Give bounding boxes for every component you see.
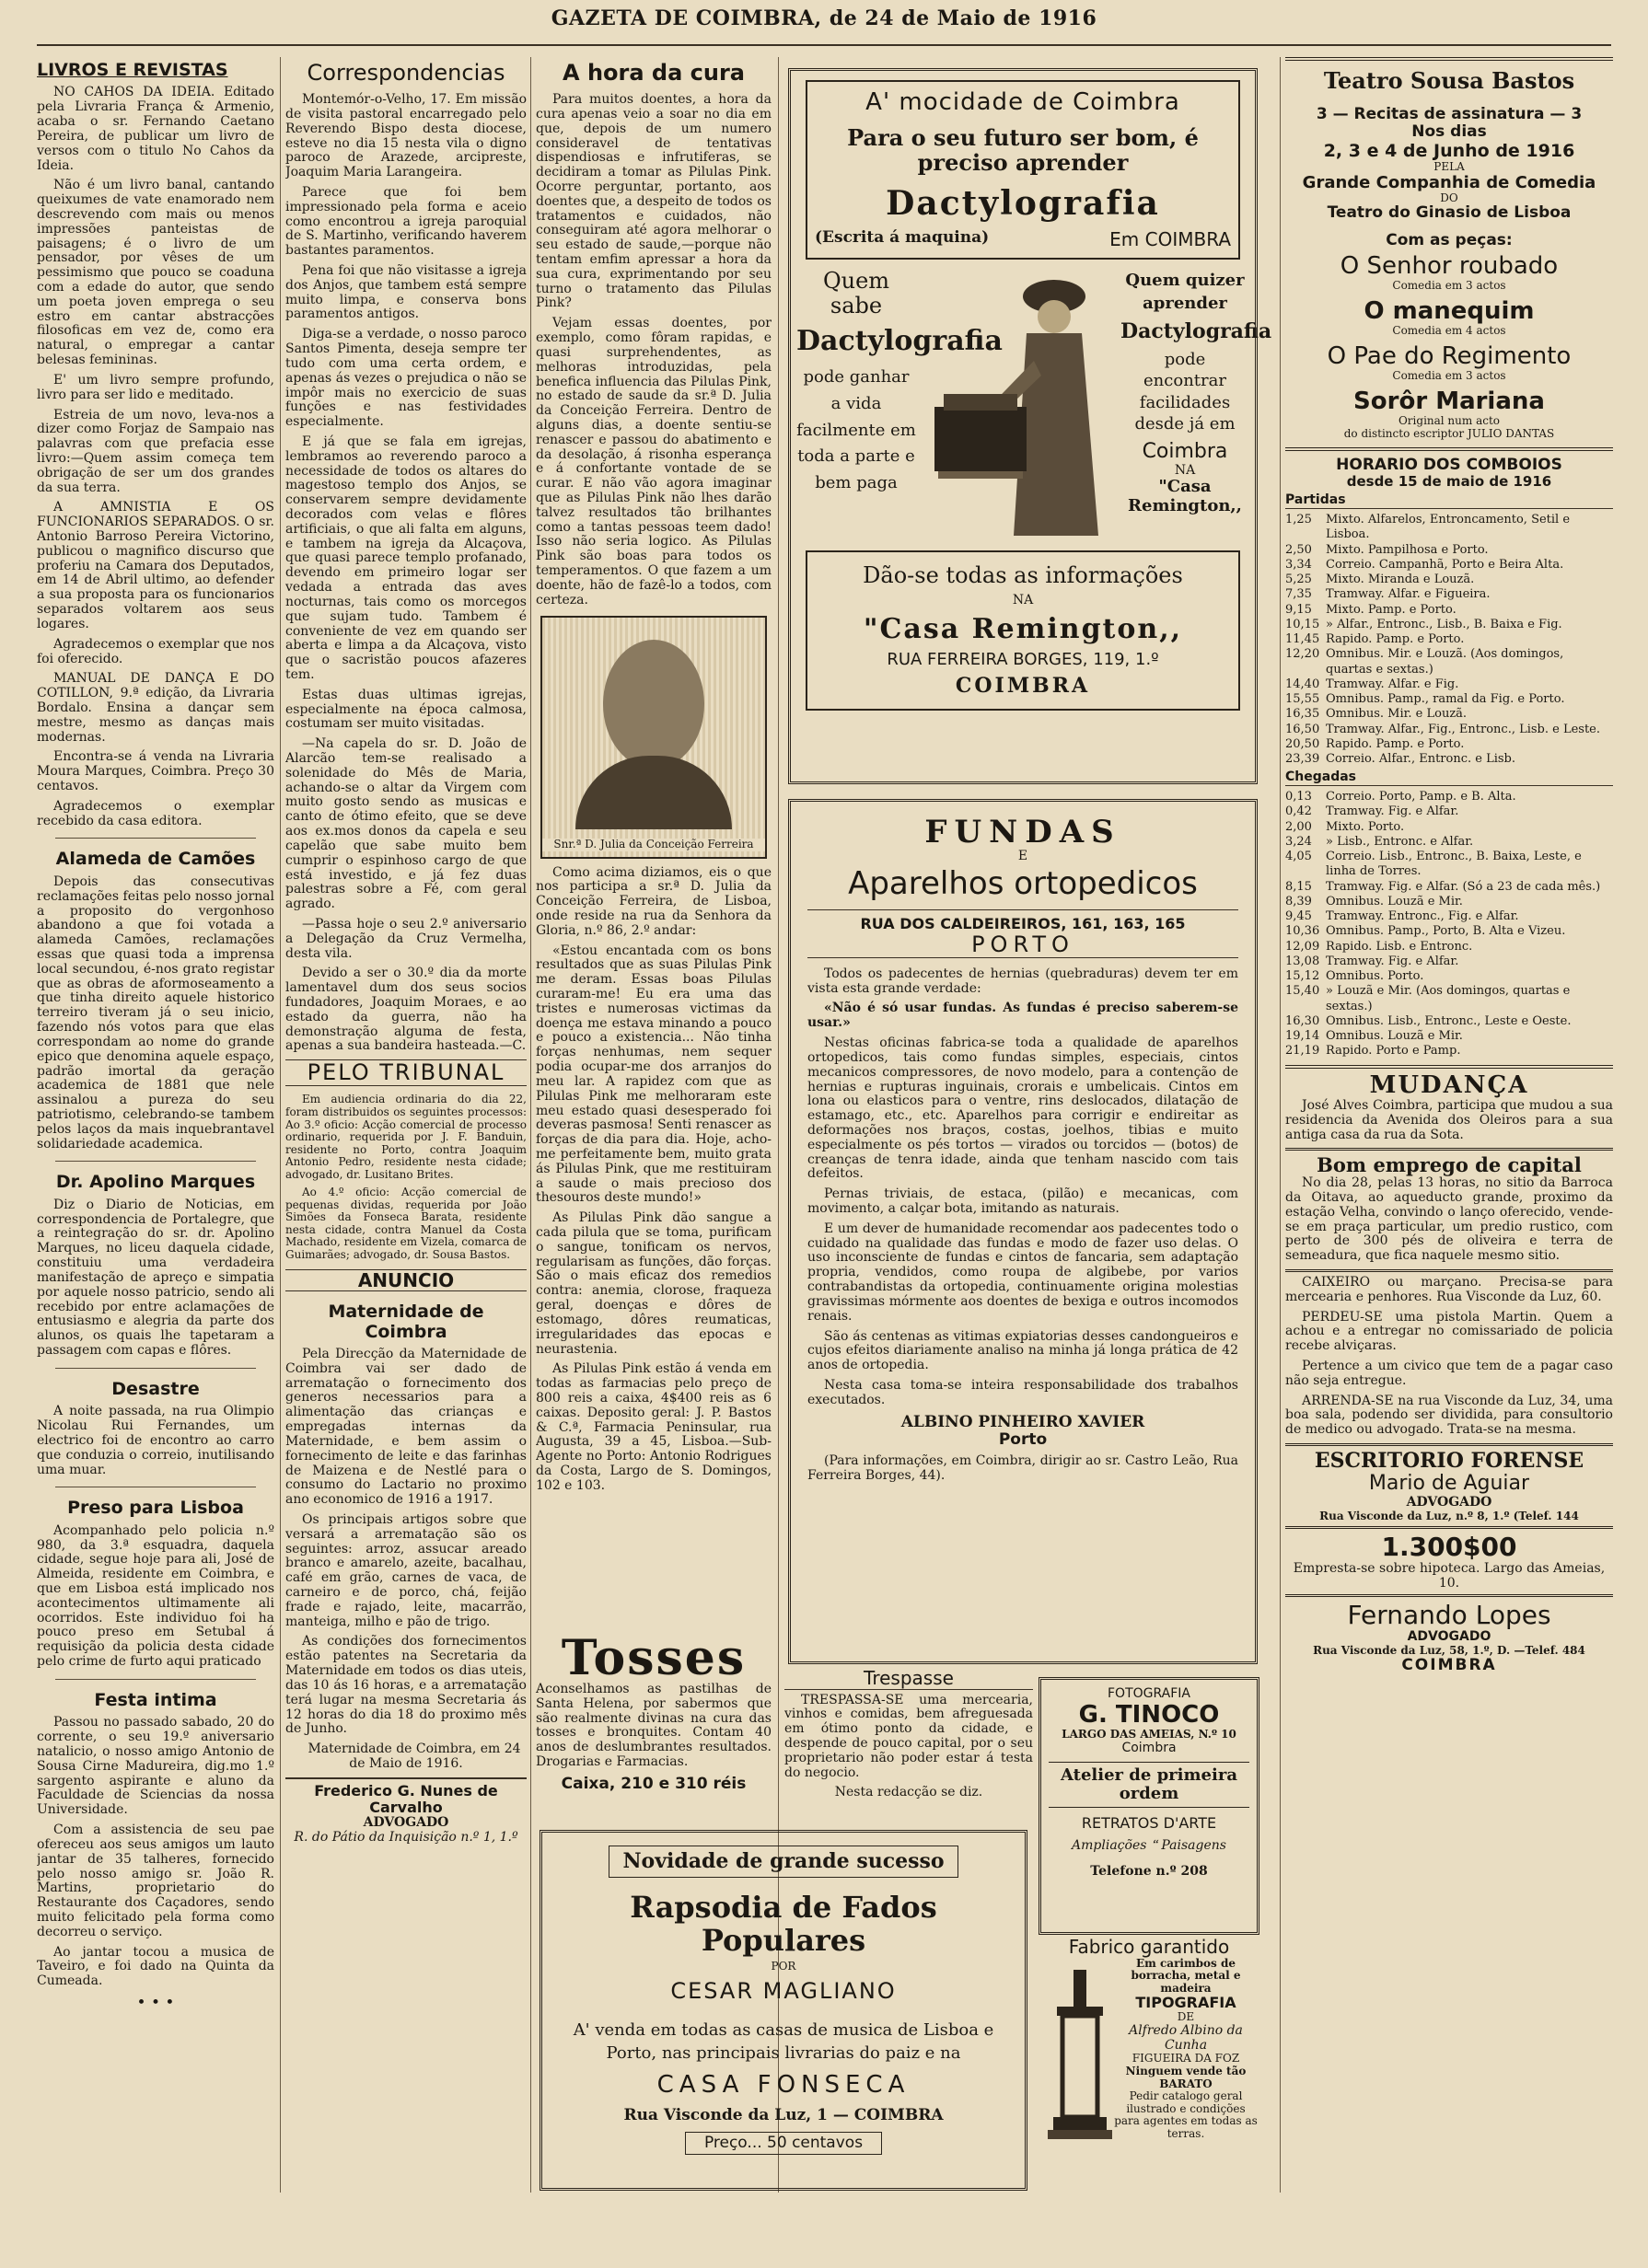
dactylo-right-4: Coimbra: [1142, 439, 1228, 463]
train-description: Tramway. Alfar. e Fig.: [1326, 677, 1459, 691]
paragraph: São ás centenas as vitimas expiatorias desses candongueiros e cujos efeitos diariamente analiso na minha já longa prática de 42 anos de ortopedia.: [807, 1328, 1238, 1373]
train-description: Tramway. Alfar., Fig., Entronc., Lisb. e Leste.: [1326, 722, 1601, 736]
fabrico-line2: Em carimbos de borracha, metal e madeira: [1131, 1956, 1241, 1995]
train-time: 4,05: [1285, 850, 1312, 864]
dactylo-line3: Dactylografia: [886, 183, 1160, 223]
dactylo-line4-row: [815, 229, 1231, 250]
page-header: GAZETA DE COIMBRA, de 24 de Maio de 1916: [37, 7, 1611, 46]
paragraph: Passou no passado sabado, 20 do corrente, o seu 19.º aniversario natalicio, o nosso amigo Antonio de Sousa Cirne Madureira, dig.mo 1.º sargento aspirante e aluno da Faculdade de Sciencias da nossa Universidade.: [37, 1715, 274, 1818]
train-time: 15,40: [1285, 984, 1320, 999]
train-description: Correio. Alfar., Entronc. e Lisb.: [1326, 752, 1515, 766]
paragraph: Aconselhamos as pastilhas de Santa Helena, por sabermos que são realmente divinas na cura das tosses e bronquites. Contam 40 anos de deslumbrantes resultados. Drogarias e Farmacias.: [536, 1682, 772, 1770]
anuncio-title: ANUNCIO: [285, 1269, 527, 1292]
paragraph: Estas duas ultimas igrejas, especialmente na época calmosa, costumam ser muito visitadas.: [285, 687, 527, 732]
train-description: Omnibus. Louzã e Mir.: [1326, 1029, 1463, 1044]
lawyer-address: R. do Pátio da Inquisição n.º 1, 1.º: [294, 1829, 518, 1845]
fundas-sign: ALBINO PINHEIRO XAVIER: [900, 1412, 1145, 1431]
portrait-face: [603, 640, 704, 769]
tribunal-title: PELO TRIBUNAL: [285, 1059, 527, 1086]
divider: [55, 1161, 256, 1162]
train-description: Tramway. Fig. e Alfar.: [1326, 804, 1459, 819]
fabrico-line3: TIPOGRAFIA: [1135, 1994, 1236, 2012]
trespasse-ad: [784, 1668, 1033, 1815]
dactylo-right-6: "Casa Remington,,: [1128, 477, 1242, 515]
alameda-title: Alameda de Camões: [55, 849, 256, 870]
dactylo-info: [806, 550, 1240, 711]
tinoco-line8: Telefone n.º 208: [1090, 1864, 1208, 1880]
dactylo-right-1: Quem quizer aprender: [1125, 270, 1245, 314]
train-row: [1285, 880, 1613, 895]
fabrico-line6: FIGUEIRA DA FOZ: [1132, 2052, 1240, 2066]
paragraph: Em audiencia ordinaria do dia 22, foram distribuidos os seguintes processos: Ao 3.º oficio: Acção comercial de processo ordinario, requerida por J. F. Banduin, residente no Porto, contra Joaquim Antonio Pedro, residente nesta cidade; advogado, dr. Lusitano Brites.: [285, 1093, 527, 1181]
column-2: [285, 57, 527, 2193]
column-1: [37, 57, 274, 2193]
train-time: 15,12: [1285, 969, 1320, 984]
tosses-ad: [536, 1630, 772, 1810]
train-description: » Louzã e Mir. (Aos domingos, quartas e sextas.): [1326, 984, 1571, 1013]
dactylo-right-3: pode encontrar facilidades desde já em: [1134, 350, 1236, 434]
paragraph: Ao 4.º oficio: Acção comercial de pequenas dividas, requerida por João Simões da Fonseca Barata, residente nesta cidade, contra Manuel da Costa Machado, residente em Vizela, comarca de Guimarães; advogado, dr. Sousa Bastos.: [285, 1186, 527, 1261]
train-row: [1285, 895, 1613, 909]
fundas-sign-city: Porto: [998, 1429, 1048, 1449]
column-rule: [1280, 57, 1281, 2193]
train-time: 0,13: [1285, 790, 1312, 804]
paragraph: NO CAHOS DA IDEIA. Editado pela Livraria França & Armenio, acaba o sr. Fernando Caetano Pereira, de publicar um livro de versos com o titulo No Cahos da Ideia.: [37, 85, 274, 173]
fados-line1: Novidade de grande sucesso: [609, 1846, 957, 1878]
train-row: [1285, 677, 1613, 692]
dactylo-middle: [796, 267, 1272, 545]
tinoco-ad: [1039, 1677, 1259, 1935]
train-time: 0,42: [1285, 804, 1312, 819]
maternidade-title: Maternidade de Coimbra: [328, 1302, 484, 1342]
play-1: O Senhor roubado: [1340, 251, 1559, 280]
teatro-line8: Com as peças:: [1386, 230, 1513, 249]
fabrico-line8: Pedir catalogo geral ilustrado e condições para agentes em todas as terras.: [1114, 2089, 1258, 2140]
play-3-sub: Comedia em 3 actos: [1392, 369, 1506, 383]
train-time: 8,39: [1285, 894, 1312, 908]
lopes-address: Rua Visconde da Luz, 58, 1.º, D. —Telef. 484: [1313, 1643, 1585, 1657]
train-time: 7,35: [1285, 587, 1312, 602]
train-row: [1285, 587, 1613, 602]
train-row: [1285, 558, 1613, 573]
trespasse-title: Trespasse: [784, 1668, 1033, 1690]
train-row: [1285, 969, 1613, 984]
train-time: 15,55: [1285, 692, 1320, 706]
paragraph: (Para informações, em Coimbra, dirigir ao sr. Castro Leão, Rua Ferreira Borges, 44).: [807, 1452, 1238, 1483]
festa-title: Festa intima: [94, 1689, 217, 1710]
train-time: 20,50: [1285, 736, 1320, 751]
paragraph: E um dever de humanidade recomendar aos padecentes todo o cuidado na qualidade das fundas e modo de fazer uso delas. O uso inconsciente de fundas e cintos de fancaria, sem adaptação propria, vendidos, como roupa de algibebe, por varios contrabandistas da ortopedia, continuamente origina molestias gravissimas mórmente aos doentes de bexiga e outros incomodos renais.: [807, 1221, 1238, 1324]
dactylo-header: [806, 80, 1240, 260]
train-description: Tramway. Fig. e Alfar. (Só a 23 de cada mês.): [1326, 879, 1601, 894]
play-2: O manequim: [1364, 296, 1535, 325]
paragraph: No dia 28, pelas 13 horas, no sitio da Barroca da Oitava, ao aqueducto grande, proximo da estação Velha, convindo o lanço oferecido, vende-se em praça particular, um predio rustico, com perto de 300 pés de oliveira e terra de semeadura, que fica naquele mesmo sitio.: [1285, 1175, 1613, 1264]
train-row: [1285, 618, 1613, 632]
train-description: Tramway. Alfar. e Figueira.: [1326, 587, 1491, 602]
train-time: 3,34: [1285, 557, 1312, 572]
paragraph: Nesta casa toma-se inteira responsabilidade dos trabalhos executados.: [807, 1377, 1238, 1407]
fados-line8: Preço... 50 centavos: [685, 2132, 882, 2155]
train-row: [1285, 603, 1613, 618]
train-time: 3,24: [1285, 834, 1312, 849]
train-description: Correio. Lisb., Entronc., B. Baixa, Leste, e linha de Torres.: [1326, 850, 1582, 879]
dactylo-info-1: Dão-se todas as informações: [863, 561, 1183, 588]
dactylo-right-2: Dactylografia: [1120, 319, 1272, 344]
teatro-line6: DO: [1440, 191, 1458, 204]
fados-line4: CESAR MAGLIANO: [670, 1977, 897, 2004]
trespasse-where: Nesta redacção se diz.: [834, 1785, 983, 1800]
train-description: Correio. Campanhã, Porto e Beira Alta.: [1326, 557, 1564, 572]
paragraph: Pernas triviais, de estaca, (pilão) e mecanicas, com movimento, a calçar bota, imitando as naturais.: [807, 1186, 1238, 1216]
play-4-sub1: Original num acto: [1398, 413, 1501, 427]
train-time: 12,20: [1285, 647, 1320, 662]
play-4-sub2: do distincto escriptor JULIO DANTAS: [1343, 426, 1555, 440]
train-row: [1285, 940, 1613, 955]
train-description: Rapido. Pamp. e Porto.: [1326, 632, 1465, 646]
classifieds: [1285, 1269, 1613, 1438]
dactylo-line1: A' mocidade de Coimbra: [865, 88, 1180, 116]
paragraph: E' um livro sempre profundo, livro para ser lido e meditado.: [37, 372, 274, 402]
train-time: 21,19: [1285, 1044, 1320, 1059]
paragraph: Pela Direcção da Maternidade de Coimbra vai ser dado de arrematação o fornecimento dos generos necessarios para a alimentação das crianças e empregadas internas da Maternidade, e bem assim o fornecimento de leite e das farinhas de Maizena e de Nestlé para o consumo do Lactario no proximo ano economico de 1916 a 1917.: [285, 1347, 527, 1508]
train-time: 8,15: [1285, 879, 1312, 894]
horario-title: HORARIO DOS COMBOIOS: [1336, 456, 1562, 475]
fados-line5: A' venda em todas as casas de musica de Lisboa e Porto, nas principais livrarias do paiz e na: [573, 2019, 994, 2064]
portrait-body: [575, 756, 732, 829]
train-description: Mixto. Miranda e Louzã.: [1326, 573, 1475, 586]
teatro-line3: 2, 3 e 4 de Junho de 1916: [1323, 140, 1575, 161]
train-row: [1285, 1044, 1613, 1059]
paragraph: «Estou encantada com os bons resultados que as suas Pilulas Pink me deram. Essas boas Pilulas curaram-me! Eu era uma das tristes e numerosas victimas da doença me estava minando a pouco e pouco a existencia... Não tinha forças nenhumas, nem sequer podia ocupar-me dos arranjos do meu lar. A rapidez com que as Pilulas Pink me melhoraram este meu estado quasi desesperado foi deveras pasmosa! Senti renascer as forças de dia para dia. Hoje, acho-me perfeitamente bem, muito grata ás Pilulas Pink, que me restituiram a saude o mais precioso dos thesouros deste mundo!»: [536, 943, 772, 1206]
paragraph: Maternidade de Coimbra, em 24 de Maio de 1916.: [308, 1742, 521, 1771]
paragraph: Ao jantar tocou a musica de Taveiro, e foi dado na Quinta da Cumeada.: [37, 1944, 274, 1989]
partidas-list: [1285, 513, 1613, 767]
dactylo-info-3: "Casa Remington,,: [863, 612, 1183, 645]
fabrico-text: [1112, 1958, 1259, 2141]
divider: [55, 838, 256, 839]
fabrico-line1: Fabrico garantido: [1068, 1936, 1230, 1958]
dactylo-line4: (Escrita á maquina): [815, 228, 990, 248]
fabrico-ad: [1039, 1937, 1259, 2185]
correspondencias-title: Correspondencias: [307, 60, 505, 86]
tinoco-line6: RETRATOS D'ARTE: [1081, 1814, 1217, 1833]
fundas-e: E: [1017, 849, 1028, 864]
train-row: [1285, 632, 1613, 647]
train-time: 10,36: [1285, 924, 1320, 939]
fundas-city: PORTO: [807, 932, 1238, 958]
train-time: 2,50: [1285, 542, 1312, 557]
paragraph: Depois das consecutivas reclamações feitas pelo nosso jornal a proposito do vergonhoso abandono a que foi votada a alameda Camões, reclamações essas que quasi toda a imprensa local secundou, é-nos grato registar que as obras de aformoseamento a que tinha direito aquele historico terreiro tiveram já o seu inicio, fazendo nós votos para que elas correspondam ao nome do grande epico que denomina aquele espaço, padrão imortal da geração academica de 1881 que nele assinalou a pureza do seu patriotismo, celebrando-se tambem pelos laços da mais inquebrantavel solidariedade academica.: [37, 874, 274, 1151]
train-description: » Lisb., Entronc. e Alfar.: [1326, 834, 1474, 849]
paragraph: Estreia de um novo, leva-nos a dizer como Forjaz de Sampaio nas palavras com que prefacia esse livro:—Quem assim começa tem obrigação de ser um dos grandes da sua terra.: [37, 407, 274, 495]
train-time: 12,09: [1285, 939, 1320, 954]
train-description: Mixto. Porto.: [1326, 819, 1405, 834]
horario-subtitle: desde 15 de maio de 1916: [1346, 473, 1552, 491]
train-description: Mixto. Pamp. e Porto.: [1326, 602, 1457, 617]
paragraph: Acompanhado pelo policia n.º 980, da 3.ª esquadra, daquela cidade, segue hoje para ali, José de Almeida, residente em Coimbra, e que em Lisboa está implicado nos acontecimentos ultimamente ali ocorridos. Este individuo foi ha pouco preso em Setubal á requisição da policia desta cidade pelo crime de furto aqui praticado: [37, 1522, 274, 1670]
caixeiro-ad: CAIXEIRO ou marçano. Precisa-se para mercearia e penhores. Rua Visconde da Luz, 60.: [1285, 1274, 1613, 1304]
fados-ad: [540, 1830, 1027, 2191]
lopes-role: ADVOGADO: [1407, 1629, 1491, 1645]
partidas-label: Partidas: [1285, 493, 1613, 509]
lawyer-name: Frederico G. Nunes de Carvalho: [314, 1781, 498, 1816]
preso-title: Preso para Lisboa: [67, 1498, 244, 1519]
paragraph: As Pilulas Pink estão á venda em todas as farmacias pelo preço de 800 reis a caixa, 4$400 reis as 6 caixas. Deposito geral: J. P. Bastos & C.ª, Farmacia Peninsular, rua Augusta, 39 a 45, Lisboa.—Sub-Agente no Porto: Antonio Rodrigues da Costa, Largo de S. Domingos, 102 e 103.: [536, 1361, 772, 1493]
play-4: Sorôr Mariana: [1353, 387, 1545, 415]
fados-line3: POR: [771, 1960, 796, 1973]
column-rule: [530, 57, 531, 2193]
tinoco-line5: Atelier de primeira ordem: [1049, 1762, 1249, 1809]
escritorio-role: ADVOGADO: [1406, 1494, 1492, 1510]
train-description: Omnibus. Pamp., ramal da Fig. e Porto.: [1326, 692, 1565, 706]
paragraph: Não é um livro banal, cantando queixumes de vate enamorado nem descrevendo com mais ou menos impressões panteistas de paisagens; é o livro de um pensador, por vêses de um pessimismo que pouco se coaduna com a edade do autor, que sendo um poeta joven emprega o seu estro em cantar abstracções filosoficas em vez de, como era natural, o empregar a cantar belesas femininas.: [37, 178, 274, 368]
paragraph: As Pilulas Pink dão sangue a cada pilula que se toma, purificam o sangue, tonificam os nervos, regularisam as funções, dão forças. São o mais eficaz dos remedios contra: anemia, clorose, fraqueza geral, doenças e dôres de estomago, dôres reumaticas, irregularidades das epocas e neurastenia.: [536, 1210, 772, 1357]
perdeu-ad-2: Pertence a um civico que tem de a pagar caso não seja entregue.: [1285, 1359, 1613, 1388]
train-row: [1285, 647, 1613, 677]
train-time: 1,25: [1285, 513, 1312, 526]
train-row: [1285, 790, 1613, 804]
chegadas-label: Chegadas: [1285, 770, 1613, 786]
train-description: Omnibus. Pamp., Porto, B. Alta e Vizeu.: [1326, 924, 1566, 939]
desastre-title: Desastre: [111, 1378, 200, 1399]
train-description: Rapido. Pamp. e Porto.: [1326, 736, 1465, 751]
emprestimo-text: Empresta-se sobre hipoteca. Largo das Ameias, 10.: [1293, 1560, 1606, 1591]
train-time: 9,45: [1285, 909, 1312, 924]
dactylo-left-2: Dactylografia: [796, 325, 1003, 358]
paragraph: Agradecemos o exemplar que nos foi oferecido.: [37, 636, 274, 666]
dactylo-left-3: pode ganhar a vida facilmente em toda a parte e bem paga: [796, 366, 916, 493]
paragraph: Com a assistencia de seu pae ofereceu aos seus amigos um lauto jantar de 35 talheres, fornecido pelo nosso amigo sr. João R. Martins, proprietario do Restaurante dos Caçadores, sendo muito felicitado pela forma como decorreu o serviço.: [37, 1822, 274, 1939]
fabrico-line7: Ninguem vende tão BARATO: [1125, 2065, 1247, 2090]
paragraph: Devido a ser o 30.º dia da morte lamentavel dum dos seus socios fundadores, Joaquim Moraes, e ao estado da guerra, não ha demonstração alguma de festa, apenas a sua bandeira hasteada.—C.: [285, 966, 527, 1054]
escritorio-ad: [1285, 1443, 1613, 1522]
emprestimo-title: 1.300$00: [1381, 1532, 1517, 1563]
train-row: [1285, 1029, 1613, 1044]
dactylo-info-4: RUA FERREIRA BORGES, 119, 1.º: [887, 649, 1159, 669]
fundas-street: RUA DOS CALDEIREIROS, 161, 163, 165: [807, 909, 1238, 932]
train-time: 11,45: [1285, 632, 1320, 646]
horario-table: [1285, 451, 1613, 1069]
portrait-caption: Snr.ª D. Julia da Conceição Ferreira: [542, 839, 765, 851]
paragraph: —Passa hoje o seu 2.º aniversario a Delegação da Cruz Vermelha, desta vila.: [285, 916, 527, 961]
paragraph: José Alves Coimbra, participa que mudou a sua residencia da Avenida dos Oleiros para a sua antiga casa da rua da Sota.: [1285, 1097, 1613, 1142]
paragraph: E já que se fala em igrejas, lembramos ao reverendo paroco a necessidade de todos os altares do magestoso templo dos Anjos, se conservarem sempre devidamente decorados com velas e flôres artificiais, o que ali falta em alguns, e tambem na igreja da Alcaçova, que quasi parece templo profanado, devendo em primeiro logar ser vedada a entrada das aves nocturnas, tais como os morcegos que sujam tudo. Tambem é conveniente de vez em quando ser aberta e limpa a da Alcaçova, visto que o sacristão poucos afazeres tem.: [285, 434, 527, 682]
play-2-sub: Comedia em 4 actos: [1392, 324, 1506, 338]
teatro-line5: Grande Companhia de Comedia: [1302, 172, 1596, 192]
paragraph: —Na capela do sr. D. João de Alarcão tem-se realisado a solenidade do Mês de Maria, achando-se o altar da Virgem com muito gosto sendo as musicas e canto de ótimo efeito, que se deve aos ex.mos donos da capela e seu capelão que sabe muito bem cumprir o espinhoso cargo de que está investido, e já fez duas palestras sobre a Fé, com geral agrado.: [285, 736, 527, 912]
escritorio-address: Rua Visconde da Luz, n.º 8, 1.º (Telef. 144: [1319, 1509, 1579, 1522]
train-time: 23,39: [1285, 752, 1320, 766]
dactylo-right-5: NA: [1174, 462, 1196, 478]
paragraph: A AMNISTIA E OS FUNCIONARIOS SEPARADOS. O sr. Antonio Barroso Pereira Victorino, publicou o magnifico discurso que proferiu na Camara dos Deputados, em 14 de Abril ultimo, ao defender a sua proposta para os funcionarios separados voltarem aos seus logares.: [37, 500, 274, 631]
train-row: [1285, 835, 1613, 850]
fados-line7: Rua Visconde da Luz, 1 — COIMBRA: [623, 2105, 944, 2124]
portrait-illustration: [540, 616, 767, 859]
train-time: 2,00: [1285, 819, 1312, 834]
train-row: [1285, 924, 1613, 939]
train-time: 13,08: [1285, 954, 1320, 968]
paragraph: MANUAL DE DANÇA E DO COTILLON, 9.ª edição, da Livraria Bordalo. Ensina a dançar sem mestre, mesmo as danças mais modernas.: [37, 671, 274, 745]
train-row: [1285, 850, 1613, 880]
train-time: 14,40: [1285, 677, 1320, 691]
paragraph: Como acima diziamos, eis o que nos participa a sr.ª D. Julia da Conceição Ferreira, de Lisboa, onde reside na rua da Senhora da Gloria, n.º 86, 2.º andar:: [536, 864, 772, 938]
train-row: [1285, 692, 1613, 707]
fundas-title: FUNDAS: [924, 814, 1121, 850]
train-time: 19,14: [1285, 1029, 1320, 1044]
typist-illustration: [925, 269, 1128, 536]
end-mark: • • •: [136, 1994, 175, 2012]
tosses-price: Caixa, 210 e 310 réis: [561, 1774, 747, 1793]
paragraph: Vejam essas doentes, por exemplo, como fôram rapidas, e quasi surprehendentes, as melhoras introduzidas, pela benefica influencia das Pilulas Pink, no estado de saude da sr.ª D. Julia da Conceição Ferreira. Dentro de alguns dias, a doente sentiu-se renascer e passou do abatimento e da desolação, á risonha esperança e á confortante vontade de se curar. E não vão agora imaginar que as Pilulas Pink não lhes darão talvez resultados tão brilhantes como a tantas pessoas teem dado! Isso não seria logico. As Pilulas Pink são boas para todos os temperamentos. O que fazem a um doente, hão de fazê-lo a todos, com certeza.: [536, 316, 772, 608]
train-time: 9,15: [1285, 602, 1312, 617]
paragraph: Todos os padecentes de hernias (quebraduras) devem ter em vista esta grande verdade:: [807, 966, 1238, 996]
teatro-line1: 3 — Recitas de assinatura — 3: [1316, 105, 1583, 124]
teatro-title: Teatro Sousa Bastos: [1323, 67, 1575, 94]
paragraph: Para muitos doentes, a hora da cura apenas veio a soar no dia em que, depois de um numero consideravel de tentativas dispendiosas e infrutiferas, se decidiram a tomar as Pilulas Pink. Ocorre perguntar, portanto, aos doentes que, a despeito de todos os tratamentos e cuidados, não conseguiram até agora melhorar o seu estado de saude,—porque não tentam emfim apressar a hora da sua cura, exprimentando por seu turno o tratamento das Pilulas Pink?: [536, 92, 772, 311]
train-row: [1285, 804, 1613, 819]
fados-line2: Rapsodia de Fados Populares: [630, 1889, 937, 1959]
train-row: [1285, 707, 1613, 722]
fabrico-line4: DE: [1177, 2010, 1195, 2024]
train-time: 16,30: [1285, 1013, 1320, 1028]
livros-title: LIVROS E REVISTAS: [37, 60, 228, 80]
train-description: » Alfar., Entronc., Lisb., B. Baixa e Fig.: [1326, 617, 1562, 631]
divider: [55, 1368, 256, 1369]
tosses-title: Tosses: [561, 1630, 747, 1686]
train-row: [1285, 909, 1613, 924]
train-row: [1285, 723, 1613, 737]
train-description: Omnibus. Louzã e Mir.: [1326, 894, 1463, 908]
dactylo-info-5: COIMBRA: [955, 674, 1091, 698]
train-description: Rapido. Lisb. e Entronc.: [1326, 939, 1473, 954]
train-description: Mixto. Alfarelos, Entroncamento, Setil e Lisboa.: [1326, 513, 1571, 542]
paragraph: Diz o Diario de Noticias, em correspondencia de Portalegre, que a reintegração do sr. dr. Apolino Marques, no liceu daquela cidade, constituiu uma verdadeira manifestação de apreço e simpatia por aquele nosso patricio, sendo ali recebido por entre aclamações de entusiasmo e alegria da parte dos alunos, os quais lhe tapetaram a passagem com capas e flôres.: [37, 1197, 274, 1358]
tinoco-line3: LARGO DAS AMEIAS, N.º 10: [1062, 1728, 1236, 1742]
train-description: Omnibus. Porto.: [1326, 969, 1424, 984]
lawyer-role: ADVOGADO: [363, 1814, 449, 1830]
train-time: 16,35: [1285, 707, 1320, 722]
train-row: [1285, 543, 1613, 558]
dactylo-line2: Para o seu futuro ser bom, é preciso aprender: [847, 124, 1199, 177]
lopes-name: Fernando Lopes: [1347, 1600, 1551, 1631]
train-row: [1285, 955, 1613, 969]
lopes-ad: [1285, 1594, 1613, 1674]
fados-line6: CASA FONSECA: [656, 2071, 911, 2100]
paragraph: Parece que foi bem impressionado pela forma e aceio como encontrou a igreja paroquial de S. Martinho, verificando haverem bastantes paramentos.: [285, 184, 527, 259]
paragraph: «Não é só usar fundas. As fundas é preciso saberem-se usar.»: [807, 1001, 1238, 1031]
train-description: Tramway. Entronc., Fig. e Alfar.: [1326, 909, 1519, 924]
paragraph: Montemór-o-Velho, 17. Em missão de visita pastoral encarregado pelo Reverendo Bispo desta diocese, esteve no dia 15 nesta vila o digno paroco de Arazede, arcipreste, Joaquim Maria Larangeira.: [285, 92, 527, 180]
train-description: Rapido. Porto e Pamp.: [1326, 1044, 1461, 1059]
paragraph: Nestas oficinas fabrica-se toda a qualidade de aparelhos ortopedicos, tais como fundas simples, especiais, cintos mecanicos compressores, de novo modelo, para a contenção de hernias e rupturas inguinais, crorais e umbelicais. Cintos em lona ou elasticos para o ventre, rins deslocados, dilatação de estamago, etc., etc. Aparelhos para corrigir e endireitar as deformações nos braços, costas, joelhos, tibias e muito especialmente os pés tortos — virados ou torcidos — (botos) de creanças de tenra idade, ainda que tenham nascido com tais defeitos.: [807, 1036, 1238, 1182]
dactylo-info-2: NA: [1012, 592, 1034, 608]
train-description: Mixto. Pampilhosa e Porto.: [1326, 542, 1489, 557]
paragraph: Pena foi que não visitasse a igreja dos Anjos, que tambem está sempre muito limpa, e conserva bons paramentos antigos.: [285, 263, 527, 322]
train-description: Omnibus. Lisb., Entronc., Leste e Oeste.: [1326, 1013, 1572, 1028]
perdeu-ad: PERDEU-SE uma pistola Martin. Quem a achou e a entregar no comissariado de policia recebe alviçaras.: [1285, 1309, 1613, 1354]
paragraph: Diga-se a verdade, o nosso paroco Santos Pimenta, deseja sempre ter tudo com uma certa ordem, e apenas ás vezes o prejudica o não se impôr mais no exercicio de suas funções e nas festividades especialmente.: [285, 327, 527, 430]
teatro-line4: PELA: [1433, 159, 1465, 173]
train-description: Omnibus. Mir. e Louzã.: [1326, 707, 1468, 722]
train-time: 5,25: [1285, 573, 1312, 586]
train-row: [1285, 984, 1613, 1014]
teatro-ad: [1285, 57, 1613, 451]
dactylografia-ad: [788, 68, 1272, 784]
paragraph: Os principais artigos sobre que versará a arrematação são os seguintes: arroz, assucar areado branco e amarelo, azeite, bacalhau, café em grão, carnes de vaca, de carneiro e de porco, chá, feijão frade e rajado, leite, macarrão, manteiga, milho e pão de trigo.: [285, 1511, 527, 1629]
train-row: [1285, 752, 1613, 767]
column-rule: [280, 57, 281, 2193]
tinoco-line2: G. TINOCO: [1078, 1700, 1220, 1729]
chegadas-list: [1285, 790, 1613, 1059]
paragraph: Agradecemos o exemplar recebido da casa editora.: [37, 798, 274, 828]
dactylo-line4b: Em COIMBRA: [1109, 228, 1231, 251]
play-1-sub: Comedia em 3 actos: [1392, 279, 1506, 293]
cura-title: A hora da cura: [563, 60, 745, 86]
train-row: [1285, 737, 1613, 752]
emprestimo-ad: [1285, 1526, 1613, 1591]
lopes-city: COIMBRA: [1401, 1656, 1497, 1675]
train-description: Tramway. Fig. e Alfar.: [1326, 954, 1459, 968]
train-description: Correio. Porto, Pamp. e B. Alta.: [1326, 790, 1516, 804]
dactylo-left-1: Quem sabe: [822, 267, 890, 318]
mudanca-title: MUDANÇA: [1369, 1070, 1529, 1099]
tinoco-line1: FOTOGRAFIA: [1108, 1686, 1190, 1701]
fundas-title2: Aparelhos ortopedicos: [848, 865, 1198, 903]
press-illustration: [1048, 1970, 1112, 2145]
tinoco-line7: Ampliações 🙶 Paisagens: [1072, 1838, 1226, 1854]
apolino-title: Dr. Apolino Marques: [55, 1172, 256, 1193]
teatro-line2: Nos dias: [1411, 122, 1487, 142]
train-time: 16,50: [1285, 722, 1320, 736]
train-row: [1285, 1014, 1613, 1029]
lawyer-ad: [285, 1777, 527, 1846]
train-time: 10,15: [1285, 617, 1320, 631]
column-5: [1285, 57, 1613, 2193]
escritorio-title: ESCRITORIO FORENSE: [1314, 1449, 1584, 1474]
arrenda-ad: ARRENDA-SE na rua Visconde da Luz, 34, uma boa sala, podendo ser dividida, para consultorio de medico ou advogado. Trata-se na mesma.: [1285, 1393, 1613, 1438]
dactylo-left: [796, 267, 1003, 497]
paragraph: Encontra-se á venda na Livraria Moura Marques, Coimbra. Preço 30 centavos.: [37, 749, 274, 794]
paragraph: TRESPASSA-SE uma mercearia, vinhos e comidas, bem afreguesada em ótimo ponto da cidade, e despende de pouco capital, por o seu proprietario não poder estar á testa do negocio.: [784, 1692, 1033, 1780]
tinoco-line4: Coimbra: [1121, 1740, 1177, 1755]
paragraph: As condições dos fornecimentos estão patentes na Secretaria da Maternidade em todos os dias uteis, das 10 ás 16 horas, e a arrematação terá lugar na mesma Secretaria ás 12 horas do dia 18 do proximo mês de Junho.: [285, 1634, 527, 1737]
play-3: O Pae do Regimento: [1327, 341, 1572, 370]
train-description: Omnibus. Mir. e Louzã. (Aos domingos, quartas e sextas.): [1326, 647, 1564, 677]
teatro-line7: Teatro do Ginasio de Lisboa: [1327, 203, 1572, 223]
dactylo-right: [1120, 269, 1272, 515]
paragraph: A noite passada, na rua Olimpio Nicolau Rui Fernandes, um electrico foi de encontro ao carro que conduzia o correio, inutilisando uma muar.: [37, 1404, 274, 1477]
train-row: [1285, 513, 1613, 543]
fundas-ad: [788, 799, 1258, 1664]
train-row: [1285, 820, 1613, 835]
train-row: [1285, 573, 1613, 587]
divider: [55, 1679, 256, 1680]
emprego-title: Bom emprego de capital: [1285, 1148, 1613, 1176]
fabrico-line5: Alfredo Albino da Cunha: [1129, 2022, 1243, 2053]
escritorio-name: Mario de Aguiar: [1368, 1471, 1530, 1495]
